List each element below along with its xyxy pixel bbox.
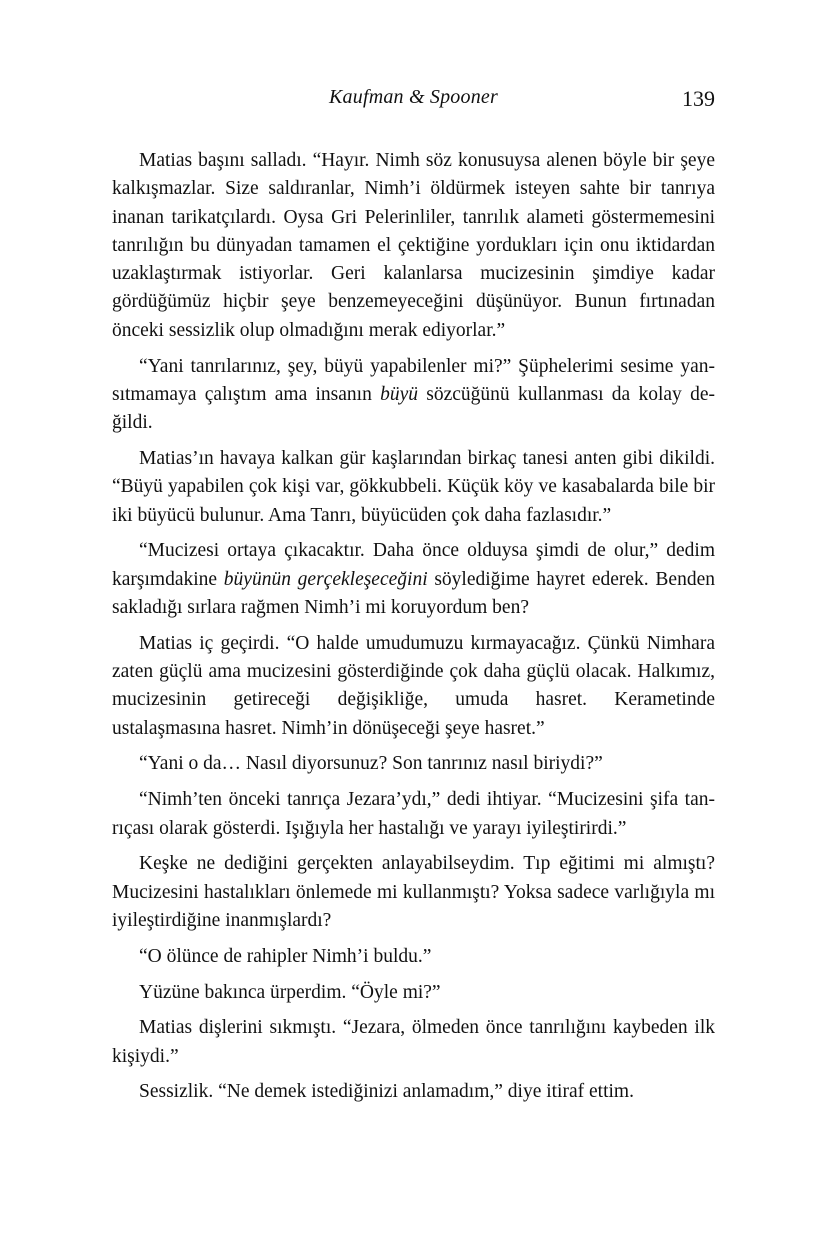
paragraph-text: sözcüğünü kullanması da kolay değildi. (112, 383, 715, 434)
paragraph: “Nimh’ten önceki tanrıça Jezara’ydı,” dedi ihtiyar. “Mucizesini şifa tanrıçası olarak gösterdi. Işığıyla her hastalığı ve yarayı iyileştirirdi.” (112, 789, 715, 839)
paragraph: Yüzüne bakınca ürperdim. “Öyle mi?” (139, 981, 441, 1003)
paragraph-text: söylediğime hayret ederek. Benden sakladığı sırlara rağmen Nimh’i mi koruyordum ben? (112, 568, 715, 618)
paragraph: Matias dişlerini sıkmıştı. “Jezara, ölmeden önce tanrılığını kaybeden ilk kişiydi.” (112, 1017, 715, 1067)
paragraph: Keşke ne dediğini gerçekten anlayabilseydim. Tıp eğitimi mi almıştı? Mucizesini hastalıkları önlemede mi kullanmıştı? Yoksa sadece varlığıyla mı iyileştirdiğine inanmışlardı? (112, 853, 715, 931)
paragraph-text: “Yani tanrılarınız, şey, büyü yapabilenler mi?” Şüphelerimi sesime yansıtmamaya çalıştım ama insanın (112, 355, 715, 405)
page-header (112, 86, 715, 122)
page-number: 139 (682, 86, 715, 111)
paragraph (112, 353, 715, 438)
running-head: Kaufman & Spooner (329, 86, 498, 108)
paragraph: Matias başını salladı. “Hayır. Nimh söz konusuysa alenen böyle bir şeye kalkışmazlar. Size saldıranlar, Nimh’i öldürmek isteyen sahte bir tanrıya inanan tarikatçılardı. Oysa Gri Pelerinliler, tanrılık alameti göstermemesini tanrılığın bu dünyadan tamamen el çektiğine yordukları için onu iktidardan uzaklaştırmak istiyorlar. Geri kalanlarsa mucizesinin şimdiye kadar gördüğümüz hiçbir şeye benzemeyeceğini düşünüyor. Bunun fırtınadan önceki sessizlik olup olmadığını merak ediyorlar.” (112, 150, 715, 341)
paragraph: “Yani o da… Nasıl diyorsunuz? Son tanrınız nasıl biriydi?” (139, 753, 603, 775)
emphasized-word: büyü (380, 383, 419, 405)
paragraph: Matias’ın havaya kalkan gür kaşlarından birkaç tanesi anten gibi dikildi. “Büyü yapabilen çok kişi var, gökkubbeli. Küçük köy ve kasabalarda bile bir iki büyücü bulunur. Ama Tanrı, büyücüden çok daha fazlasıdır.” (112, 447, 715, 526)
body-text (112, 147, 715, 1114)
paragraph: Matias iç geçirdi. “O halde umudumuzu kırmayacağız. Çünkü Nimhara zaten güçlü ama mucizesini gösterdiğinde çok daha güçlü olacak. Halkımız, mucizesinin getireceği değişikliğe, umuda hasret. Kerametinde ustalaşmasına hasret. Nimh’in dönüşeceği şeye hasret.” (112, 632, 715, 739)
emphasized-phrase: büyünün gerçekleşeceğini (223, 568, 428, 590)
paragraph: “O ölünce de rahipler Nimh’i buldu.” (139, 945, 432, 967)
paragraph-text: “Mucizesi ortaya çıkacaktır. Daha önce olduysa şimdi de olur,” dedim karşımdakine (112, 540, 715, 590)
paragraph: Sessizlik. “Ne demek istediğinizi anlamadım,” diye itiraf ettim. (139, 1081, 634, 1103)
paragraph (112, 537, 715, 622)
